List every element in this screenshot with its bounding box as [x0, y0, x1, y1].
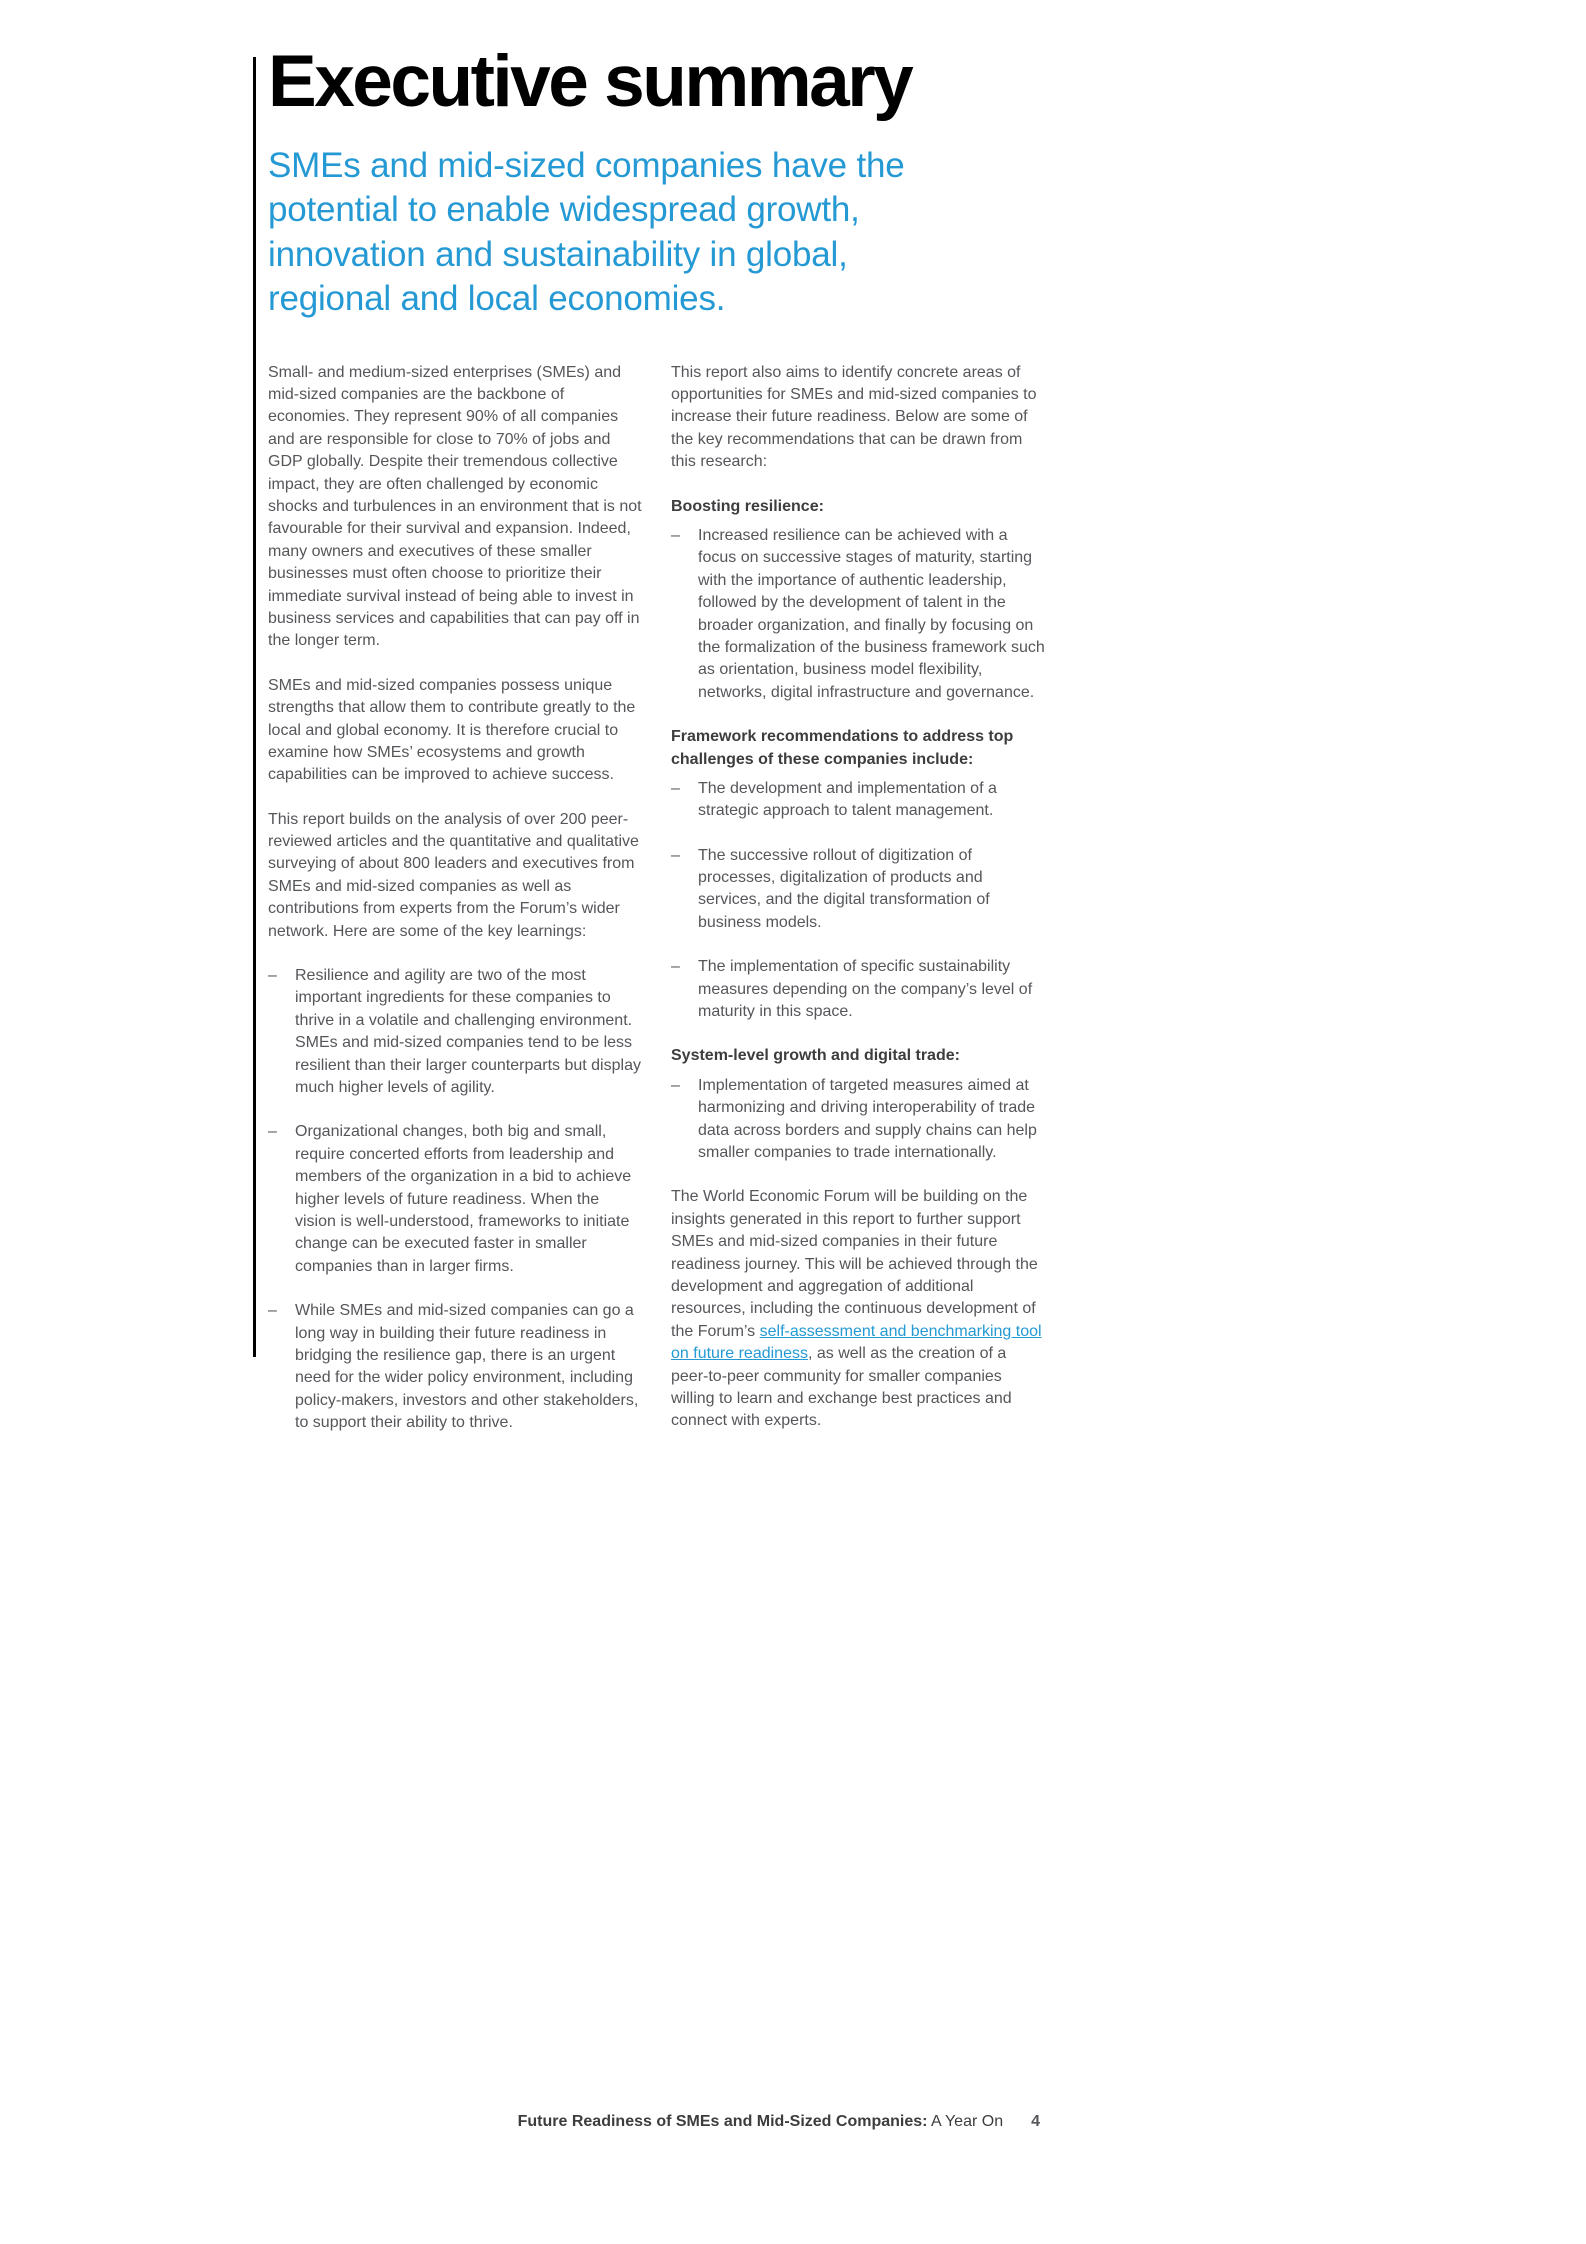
page-title: Executive summary [268, 41, 912, 122]
section-heading: Framework recommendations to address top challenges of these companies include: [671, 728, 1014, 768]
footer-report-subtitle: A Year On [927, 2113, 1004, 2130]
section-framework-recommendations [671, 726, 1048, 1023]
list-item [671, 778, 1048, 823]
left-column [268, 362, 643, 1457]
list-item [268, 965, 643, 1099]
bullet-dash: – [671, 527, 680, 544]
bullet-dash: – [671, 1076, 680, 1094]
list-item [671, 525, 1048, 704]
paragraph: Small- and medium-sized enterprises (SMEs) and mid-sized companies are the backbone of economies. They represent 90% of all companies and are responsible for close to 70% of jobs and GDP globally. Despite their tremendous collective impact, they are often challenged by economic shocks and turbulences in an environment that is not favourable for their survival and expansion. Indeed, many owners and executives of these smaller businesses must often choose to prioritize their immediate survival instead of being able to invest in business services and capabilities that can pay off in the longer term. [268, 363, 642, 650]
section-heading: System-level growth and digital trade: [671, 1047, 960, 1065]
list-item [671, 1075, 1048, 1165]
closing-text-before: The World Economic Forum will be building on the insights generated in this report to further support SMEs and mid-sized companies in their future readiness journey. This will be achieved through the development and aggregation of additional resources, including the continuous development of the Forum’s [671, 1188, 1038, 1340]
page-content [268, 41, 1048, 1456]
section-heading: Boosting resilience: [671, 497, 824, 515]
title-rule [253, 57, 256, 1357]
list-item [268, 1121, 643, 1278]
list-item [671, 845, 1048, 935]
bullet-dash: – [268, 1302, 277, 1320]
closing-text-after: , as well as the creation of a peer-to-peer community for smaller companies willing to learn and exchange best practices and connect with experts. [671, 1345, 1012, 1430]
list-item [671, 956, 1048, 1023]
list-item-text: Implementation of targeted measures aimed at harmonizing and driving interoperability of trade data across borders and supply chains can help smaller companies to trade internationally. [698, 1076, 1037, 1161]
footer-page-number: 4 [1031, 2113, 1040, 2130]
footer-report-title: Future Readiness of SMEs and Mid-Sized Companies: [517, 2113, 928, 2130]
list-item-text: Organizational changes, both big and small, require concerted efforts from leadership and members of the organization in a bid to achieve higher levels of future readiness. When the vision is well-understood, frameworks to initiate change can be executed faster in smaller companies than in larger firms. [295, 1123, 632, 1275]
right-column [671, 362, 1048, 1457]
standfirst: SMEs and mid-sized companies have the potential to enable widespread growth, innovation and sustainability in global, regional and local economies. [268, 145, 905, 319]
bullet-dash: – [268, 967, 277, 985]
future-readiness-tool-link[interactable]: self-assessment and benchmarking tool on future readiness [671, 1322, 1042, 1363]
bullet-dash: – [268, 1123, 277, 1141]
list-item-text: Increased resilience can be achieved with a focus on successive stages of maturity, starting with the importance of authentic leadership, followed by the development of talent in the broader organization, and finally by focusing on the formalization of the business framework such as orientation, business model flexibility, networks, digital infrastructure and governance. [698, 527, 1045, 701]
paragraph: This report builds on the analysis of over 200 peer-reviewed articles and the quantitative and qualitative surveying of about 800 leaders and executives from SMEs and mid-sized companies as well as contributions from experts from the Forum’s wider network. Here are some of the key learnings: [268, 810, 639, 940]
page-footer [268, 2112, 1040, 2133]
list-item-text: Resilience and agility are two of the most important ingredients for these companies to thrive in a volatile and challenging environment. SMEs and mid-sized companies tend to be less resilient than their larger counterparts but display much higher levels of agility. [295, 967, 641, 1096]
list-item-text: The successive rollout of digitization of processes, digitalization of products and services, and the digital transformation of business models. [698, 846, 990, 931]
closing-paragraph [671, 1186, 1048, 1432]
paragraph: SMEs and mid-sized companies possess unique strengths that allow them to contribute greatly to the local and global economy. It is therefore crucial to examine how SMEs’ ecosystems and growth capabilities can be improved to achieve success. [268, 676, 636, 784]
list-item-text: The implementation of specific sustainability measures depending on the company’s level of maturity in this space. [698, 958, 1033, 1021]
list-item [268, 1300, 643, 1434]
body-columns [268, 362, 1048, 1457]
bullet-dash: – [671, 779, 680, 797]
section-system-level-growth [671, 1045, 1048, 1164]
section-boosting-resilience [671, 496, 1048, 705]
list-item-text: The development and implementation of a strategic approach to talent management. [698, 779, 997, 820]
paragraph: This report also aims to identify concrete areas of opportunities for SMEs and mid-sized companies to increase their future readiness. Below are some of the key recommendations that can be drawn from this research: [671, 363, 1037, 471]
bullet-dash: – [671, 958, 680, 976]
bullet-dash: – [671, 846, 680, 864]
list-item-text: While SMEs and mid-sized companies can go a long way in building their future readiness in bridging the resilience gap, there is an urgent need for the wider policy environment, including policy-makers, investors and other stakeholders, to support their ability to thrive. [295, 1302, 639, 1432]
